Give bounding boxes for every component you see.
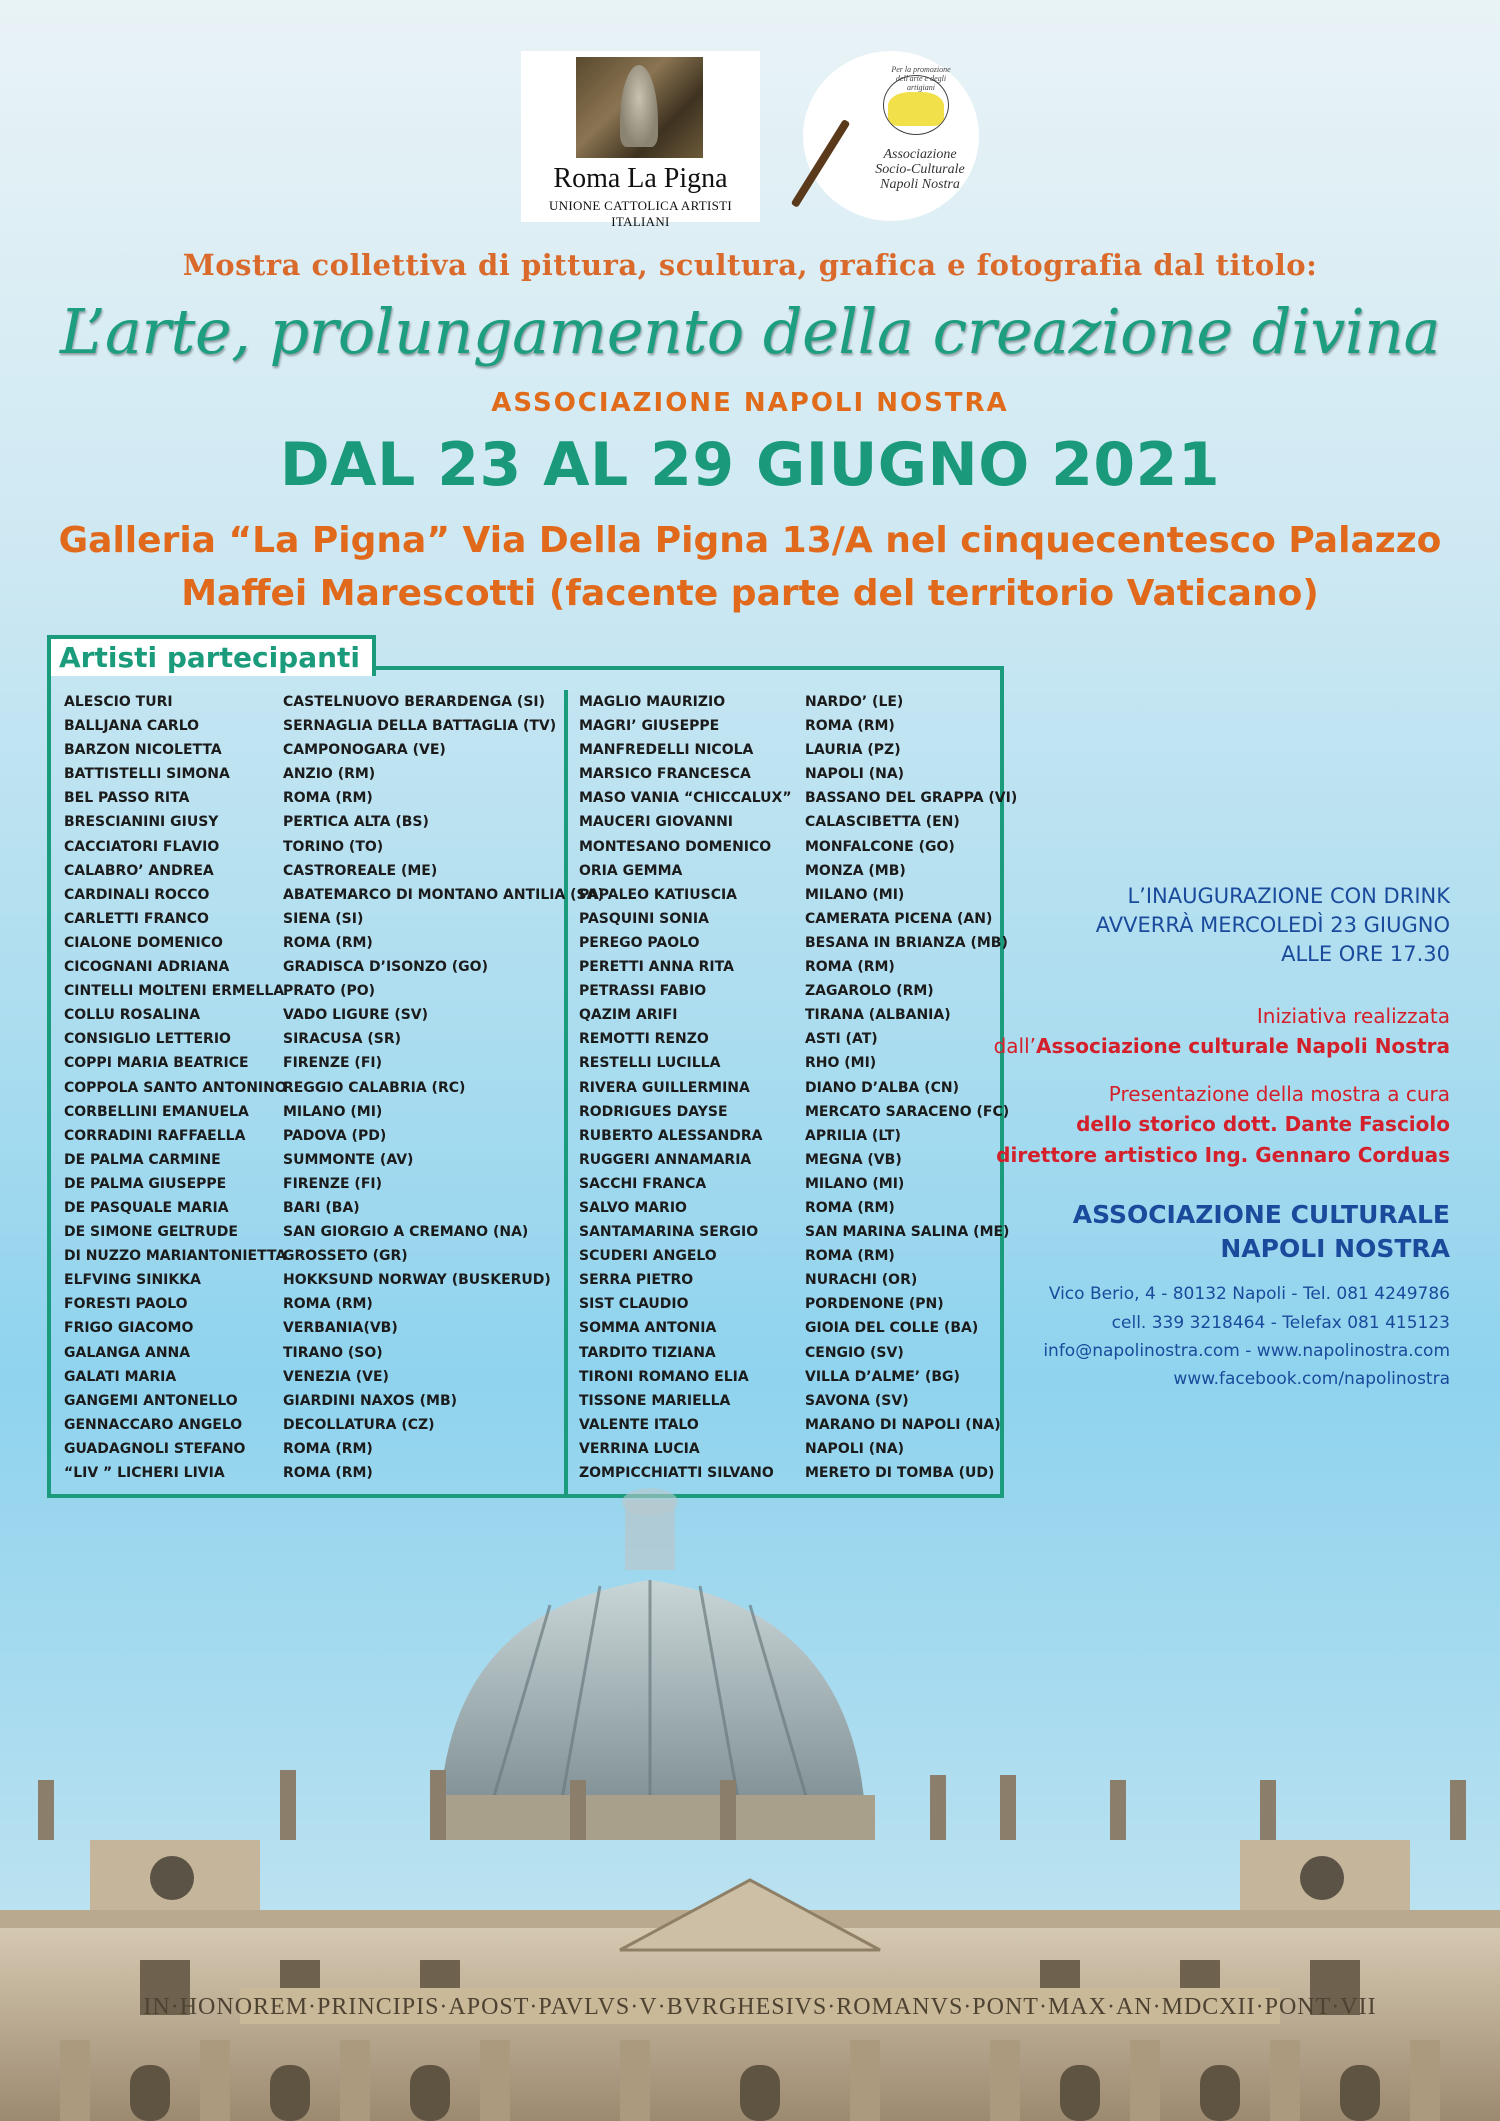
artist-name: TARDITO TIZIANA — [579, 1344, 716, 1361]
artist-city: CASTELNUOVO BERARDENGA (SI) — [283, 694, 546, 710]
artist-city: MEGNA (VB) — [805, 1151, 902, 1168]
artist-city: REGGIO CALABRIA (RC) — [283, 1079, 466, 1096]
artist-name: BEL PASSO RITA — [64, 790, 190, 807]
artist-city: ROMA (RM) — [805, 1248, 895, 1265]
artist-name: TISSONE MARIELLA — [579, 1392, 731, 1409]
artist-name: RESTELLI LUCILLA — [579, 1055, 721, 1072]
artist-name: CARLETTI FRANCO — [64, 910, 209, 927]
artist-name: VALENTE ITALO — [579, 1416, 699, 1433]
presentation-line3: direttore artistico Ing. Gennaro Corduas — [996, 1143, 1450, 1167]
artist-city: MONFALCONE (GO) — [805, 838, 955, 855]
artist-city: ROMA (RM) — [805, 959, 895, 976]
artist-name: “LIV ” LICHERI LIVIA — [64, 1465, 225, 1481]
association-line1: ASSOCIAZIONE CULTURALE — [1072, 1200, 1450, 1229]
exhibition-subtitle: Mostra collettiva di pittura, scultura, grafica e fotografia dal titolo: — [182, 248, 1318, 282]
artist-name: CARDINALI ROCCO — [64, 886, 210, 903]
inauguration-line3: ALLE ORE 17.30 — [1281, 942, 1450, 966]
artist-name: BARZON NICOLETTA — [64, 742, 222, 759]
artist-city: CAMERATA PICENA (AN) — [805, 910, 993, 927]
artist-city: SIENA (SI) — [283, 910, 364, 927]
artist-name: CORRADINI RAFFAELLA — [64, 1127, 246, 1144]
contact-facebook[interactable]: www.facebook.com/napolinostra — [1173, 1369, 1450, 1389]
artist-name: RIVERA GUILLERMINA — [579, 1079, 750, 1096]
artist-city: VILLA D’ALME’ (BG) — [805, 1368, 960, 1385]
artist-cities-right — [805, 690, 1017, 1485]
artist-name: BALLJANA CARLO — [64, 718, 200, 735]
initiative-association: Associazione culturale Napoli Nostra — [1036, 1034, 1450, 1058]
artist-city: PERTICA ALTA (BS) — [283, 814, 429, 831]
artist-city: NAPOLI (NA) — [805, 766, 905, 783]
artist-city: FIRENZE (FI) — [283, 1055, 382, 1072]
artist-name: PEREGO PAOLO — [579, 934, 700, 951]
logo-roma-la-pigna — [521, 51, 760, 229]
artist-name: MONTESANO DOMENICO — [579, 838, 772, 855]
artist-name: RUBERTO ALESSANDRA — [579, 1127, 763, 1144]
artist-city: CAMPONOGARA (VE) — [283, 742, 446, 759]
artist-city: ASTI (AT) — [805, 1031, 878, 1048]
artist-city: ROMA (RM) — [283, 934, 373, 951]
artist-city: NAPOLI (NA) — [805, 1440, 905, 1457]
inauguration-line1: L’INAUGURAZIONE CON DRINK — [1127, 884, 1450, 908]
artist-name: MASO VANIA “CHICCALUX” — [579, 790, 792, 807]
artist-name: COLLU ROSALINA — [64, 1007, 201, 1024]
logo-pigna-name: Roma La Pigna — [553, 163, 728, 194]
artist-city: ABATEMARCO DI MONTANO ANTILIA (SA) — [283, 886, 604, 903]
logo-napoli-nostra — [803, 51, 979, 221]
artist-name: ELFVING SINIKKA — [64, 1272, 201, 1289]
artist-city: MILANO (MI) — [805, 1175, 905, 1192]
artist-city: RHO (MI) — [805, 1055, 877, 1072]
artist-city: TIRANA (ALBANIA) — [805, 1007, 951, 1024]
artist-cities-left — [283, 690, 604, 1485]
initiative-prefix: dall’ — [993, 1034, 1036, 1058]
artist-name: SANTAMARINA SERGIO — [579, 1224, 759, 1241]
artist-name: RUGGERI ANNAMARIA — [579, 1151, 752, 1168]
artist-city: ROMA (RM) — [283, 1465, 373, 1481]
artist-name: ALESCIO TURI — [64, 694, 173, 710]
exhibition-title: L’arte, prolungamento della creazione divina — [59, 295, 1441, 368]
artist-city: BESANA IN BRIANZA (MB) — [805, 934, 1008, 951]
artist-name: SACCHI FRANCA — [579, 1175, 707, 1192]
artist-city: VADO LIGURE (SV) — [283, 1007, 429, 1024]
artist-city: LAURIA (PZ) — [805, 742, 901, 759]
basilica-inscription: IN·HONOREM·PRINCIPIS·APOST·PAVLVS·V·BVRGHESIVS·ROMANVS·PONT·MAX·AN·MDCXII·PONT·VII — [143, 1994, 1377, 2020]
artist-name: SCUDERI ANGELO — [579, 1248, 717, 1265]
artist-city: TIRANO (SO) — [283, 1344, 383, 1361]
artist-name: CALABRO’ ANDREA — [64, 862, 214, 879]
artist-name: REMOTTI RENZO — [579, 1031, 709, 1048]
logo-napoli-ring-text: Per la promozione dell'arte e degli artigiani — [891, 65, 951, 92]
artist-city: HOKKSUND NORWAY (BUSKERUD) — [283, 1272, 551, 1289]
st-peters-basilica-image — [0, 1480, 1500, 2121]
artist-city: SUMMONTE (AV) — [283, 1151, 414, 1168]
initiative-line2 — [994, 1034, 1450, 1058]
artist-name: CINTELLI MOLTENI ERMELLA — [64, 983, 285, 1000]
artist-name: DE PALMA CARMINE — [64, 1151, 221, 1168]
artist-name: VERRINA LUCIA — [579, 1440, 700, 1457]
artist-name: PAPALEO KATIUSCIA — [579, 886, 738, 903]
artist-city: MILANO (MI) — [805, 886, 905, 903]
presentation-line2: dello storico dott. Dante Fasciolo — [1076, 1112, 1450, 1136]
artist-name: PASQUINI SONIA — [579, 910, 709, 927]
artist-city: GRADISCA D’ISONZO (GO) — [283, 959, 488, 976]
artist-name: GUADAGNOLI STEFANO — [64, 1440, 246, 1457]
artist-city: CALASCIBETTA (EN) — [805, 814, 960, 831]
artist-name: FRIGO GIACOMO — [64, 1320, 194, 1337]
artist-name: CONSIGLIO LETTERIO — [64, 1031, 231, 1048]
artist-name: RODRIGUES DAYSE — [579, 1103, 728, 1120]
artist-city: ANZIO (RM) — [283, 766, 376, 783]
artist-city: MARANO DI NAPOLI (NA) — [805, 1416, 1001, 1433]
artist-name: MAGRI’ GIUSEPPE — [579, 718, 720, 735]
association-block — [1073, 1198, 1450, 1266]
artist-name: TIRONI ROMANO ELIA — [579, 1368, 749, 1385]
artist-name: SERRA PIETRO — [579, 1272, 694, 1289]
artist-city: DECOLLATURA (CZ) — [283, 1416, 435, 1433]
artist-city: BASSANO DEL GRAPPA (VI) — [805, 790, 1018, 807]
artist-city: SIRACUSA (SR) — [283, 1031, 402, 1048]
artist-name: PERETTI ANNA RITA — [579, 959, 734, 976]
artist-city: MILANO (MI) — [283, 1103, 383, 1120]
artist-city: CENGIO (SV) — [805, 1344, 904, 1361]
artist-name: GENNACCARO ANGELO — [64, 1416, 243, 1433]
artist-city: ROMA (RM) — [283, 1296, 373, 1313]
artist-city: SERNAGLIA DELLA BATTAGLIA (TV) — [283, 718, 557, 735]
artist-name: SOMMA ANTONIA — [579, 1320, 717, 1337]
artist-name: DE SIMONE GELTRUDE — [64, 1224, 238, 1241]
association-line2: NAPOLI NOSTRA — [1220, 1234, 1450, 1263]
presentation-line1: Presentazione della mostra a cura — [1108, 1082, 1450, 1106]
inauguration-line2: AVVERRÀ MERCOLEDÌ 23 GIUGNO — [1095, 913, 1450, 937]
artist-name: QAZIM ARIFI — [579, 1007, 678, 1024]
artist-name: GALANGA ANNA — [64, 1344, 191, 1361]
artist-city: SAN MARINA SALINA (ME) — [805, 1224, 1010, 1241]
artist-name: CIALONE DOMENICO — [64, 934, 223, 951]
artist-city: FIRENZE (FI) — [283, 1175, 382, 1192]
artist-city: MONZA (MB) — [805, 862, 906, 879]
artist-name: COPPI MARIA BEATRICE — [64, 1055, 249, 1072]
artists-heading: Artisti partecipanti — [47, 635, 376, 676]
artist-name: SIST CLAUDIO — [579, 1296, 689, 1313]
artist-city: ROMA (RM) — [805, 718, 895, 735]
artist-city: PRATO (PO) — [283, 983, 376, 1000]
artist-names-right — [579, 690, 792, 1485]
artist-name: FORESTI PAOLO — [64, 1296, 188, 1313]
artist-name: ZOMPICCHIATTI SILVANO — [579, 1465, 774, 1481]
gallery-address-line2: Maffei Marescotti (facente parte del territorio Vaticano) — [181, 573, 1319, 614]
artist-name: DE PALMA GIUSEPPE — [64, 1175, 227, 1192]
logo-pigna-subtitle: UNIONE CATTOLICA ARTISTI ITALIANI — [548, 198, 733, 229]
inauguration-info — [1096, 882, 1450, 969]
contact-email-web[interactable]: info@napolinostra.com - www.napolinostra.com — [1043, 1341, 1450, 1361]
artist-city: ZAGAROLO (RM) — [805, 983, 934, 1000]
exhibition-dates: DAL 23 AL 29 GIUGNO 2021 — [279, 430, 1221, 500]
artist-name: SALVO MARIO — [579, 1199, 687, 1216]
artist-city: ROMA (RM) — [805, 1199, 895, 1216]
artist-city: ROMA (RM) — [283, 790, 373, 807]
artist-name: MAUCERI GIOVANNI — [579, 814, 733, 831]
artist-city: CASTROREALE (ME) — [283, 862, 438, 879]
artist-name: PETRASSI FABIO — [579, 983, 707, 1000]
artist-name: MARSICO FRANCESCA — [579, 766, 751, 783]
logo-napoli-name: Associazione Socio-Culturale Napoli Nostra — [875, 147, 965, 192]
artist-name: DI NUZZO MARIANTONIETTA — [64, 1248, 287, 1265]
artist-city: GROSSETO (GR) — [283, 1248, 408, 1265]
artist-name: BRESCIANINI GIUSY — [64, 814, 219, 831]
contact-address: Vico Berio, 4 - 80132 Napoli - Tel. 081 4249786 — [1048, 1284, 1450, 1304]
artist-name: BATTISTELLI SIMONA — [64, 766, 230, 783]
artist-names-left — [64, 690, 287, 1485]
artist-city: SAVONA (SV) — [805, 1392, 909, 1409]
artist-name: MANFREDELLI NICOLA — [579, 742, 754, 759]
artist-name: CICOGNANI ADRIANA — [64, 959, 230, 976]
artist-name: CACCIATORI FLAVIO — [64, 838, 220, 855]
artist-city: GIARDINI NAXOS (MB) — [283, 1392, 458, 1409]
artist-city: DIANO D’ALBA (CN) — [805, 1079, 960, 1096]
artist-city: VERBANIA(VB) — [283, 1320, 398, 1337]
artist-city: NARDO’ (LE) — [805, 694, 904, 710]
artist-name: DE PASQUALE MARIA — [64, 1199, 229, 1216]
artist-name: MAGLIO MAURIZIO — [579, 694, 726, 710]
artist-city: PORDENONE (PN) — [805, 1296, 944, 1313]
paintbrush-icon — [791, 119, 851, 208]
initiative-line1: Iniziativa realizzata — [1256, 1004, 1450, 1028]
artist-city: PADOVA (PD) — [283, 1127, 387, 1144]
artist-city: VENEZIA (VE) — [283, 1368, 389, 1385]
artist-name: ORIA GEMMA — [579, 862, 683, 879]
artist-city: GIOIA DEL COLLE (BA) — [805, 1320, 979, 1337]
gallery-address-line1: Galleria “La Pigna” Via Della Pigna 13/A nel cinquecentesco Palazzo — [58, 520, 1442, 561]
artist-name: CORBELLINI EMANUELA — [64, 1103, 249, 1120]
artist-name: GANGEMI ANTONELLO — [64, 1392, 238, 1409]
pigna-photo — [576, 57, 703, 158]
association-name: ASSOCIAZIONE NAPOLI NOSTRA — [491, 388, 1009, 418]
contact-phone: cell. 339 3218464 - Telefax 081 415123 — [1111, 1313, 1450, 1333]
artist-city: BARI (BA) — [283, 1199, 360, 1216]
artist-city: MERCATO SARACENO (FC) — [805, 1103, 1010, 1120]
artist-city: NURACHI (OR) — [805, 1272, 918, 1289]
artist-city: ROMA (RM) — [283, 1440, 373, 1457]
artist-city: MERETO DI TOMBA (UD) — [805, 1465, 995, 1481]
artist-city: APRILIA (LT) — [805, 1127, 901, 1144]
artist-name: GALATI MARIA — [64, 1368, 177, 1385]
artist-name: COPPOLA SANTO ANTONINO — [64, 1079, 287, 1096]
artist-city: SAN GIORGIO A CREMANO (NA) — [283, 1224, 529, 1241]
artist-city: TORINO (TO) — [283, 838, 384, 855]
